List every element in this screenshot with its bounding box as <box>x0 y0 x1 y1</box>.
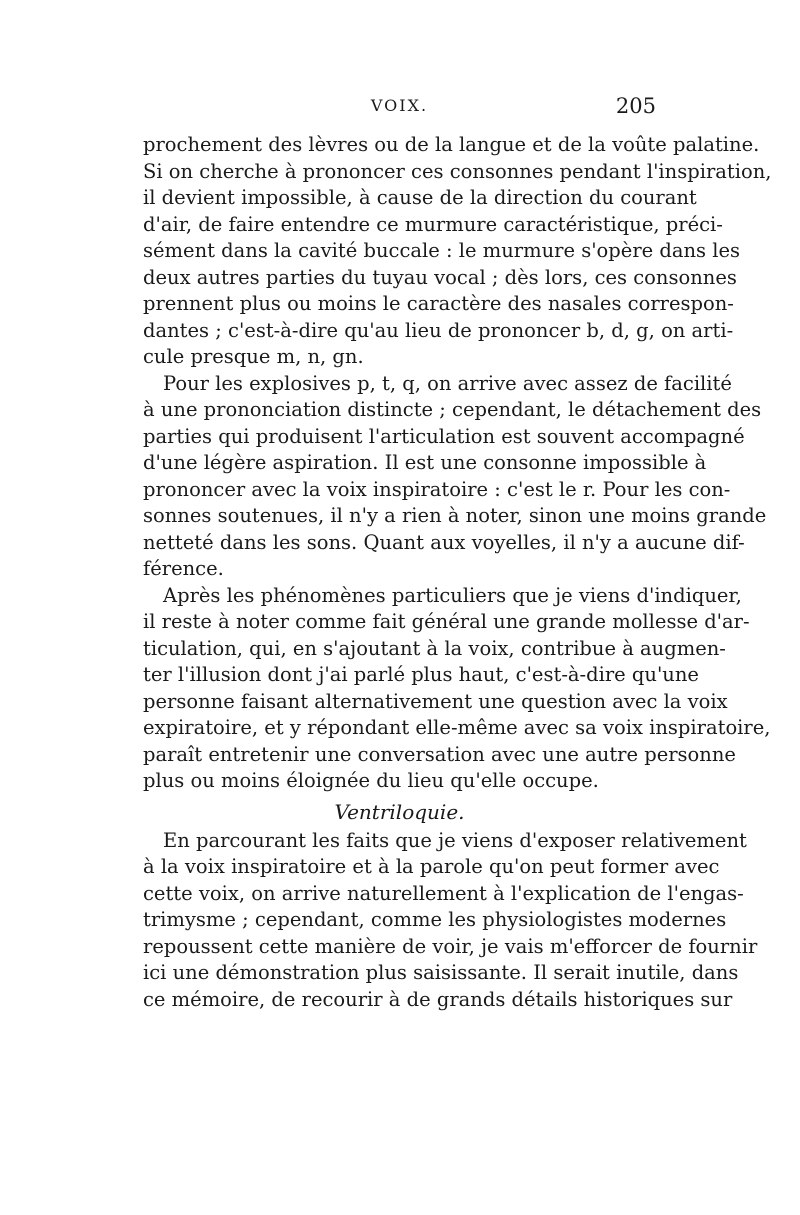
text-line: paraît entretenir une conversation avec une autre personne <box>143 742 736 766</box>
body-text <box>143 132 772 1013</box>
section-heading: Ventriloquie. <box>334 799 465 824</box>
text-line: d'une légère aspiration. Il est une consonne impossible à <box>143 451 707 474</box>
text-line: ticulation, qui, en s'ajoutant à la voix, contribue à augmen- <box>143 636 726 660</box>
text-line: expiratoire, et y répondant elle-même avec sa voix inspiratoire, <box>143 716 771 739</box>
text-line: il reste à noter comme fait général une grande mollesse d'ar- <box>143 610 750 633</box>
text-line: ter l'illusion dont j'ai parlé plus haut, c'est-à-dire qu'une <box>143 663 699 686</box>
text-line: cule presque m, n, gn. <box>143 345 364 368</box>
text-line: Pour les explosives p, t, q, on arrive avec assez de facilité <box>163 371 732 395</box>
text-line: parties qui produisent l'articulation est souvent accompagné <box>143 424 745 448</box>
text-line: trimysme ; cependant, comme les physiologistes modernes <box>143 908 727 931</box>
text-line: dantes ; c'est-à-dire qu'au lieu de prononcer b, d, g, on arti- <box>143 318 734 342</box>
running-head <box>143 96 656 126</box>
text-line: il devient impossible, à cause de la direction du courant <box>143 186 697 209</box>
text-line: prononcer avec la voix inspiratoire : c'est le r. Pour les con- <box>143 477 731 501</box>
text-line: Après les phénomènes particuliers que je viens d'indiquer, <box>163 583 742 607</box>
text-line: netteté dans les sons. Quant aux voyelles, il n'y a aucune dif- <box>143 530 745 554</box>
text-line: cette voix, on arrive naturellement à l'explication de l'engas- <box>143 881 744 905</box>
text-line: à la voix inspiratoire et à la parole qu'on peut former avec <box>143 855 720 878</box>
running-title: VOIX. <box>370 96 429 115</box>
text-line: sonnes soutenues, il n'y a rien à noter, sinon une moins grande <box>143 504 767 527</box>
text-line: d'air, de faire entendre ce murmure caractéristique, préci- <box>143 212 723 236</box>
text-line: repoussent cette manière de voir, je vais m'efforcer de fournir <box>143 934 758 958</box>
page-number: 205 <box>615 94 656 118</box>
text-line: ici une démonstration plus saisissante. Il serait inutile, dans <box>143 961 739 984</box>
text-line: ce mémoire, de recourir à de grands détails historiques sur <box>143 987 733 1011</box>
text-line: deux autres parties du tuyau vocal ; dès lors, ces consonnes <box>143 265 737 289</box>
text-line: sément dans la cavité buccale : le murmure s'opère dans les <box>143 239 741 262</box>
text-line: prennent plus ou moins le caractère des nasales correspon- <box>143 292 734 315</box>
text-line: plus ou moins éloignée du lieu qu'elle occupe. <box>143 769 599 792</box>
text-line: prochement des lèvres ou de la langue et de la voûte palatine. <box>143 133 760 156</box>
text-line: En parcourant les faits que je viens d'exposer relativement <box>163 828 747 852</box>
text-line: à une prononciation distincte ; cependant, le détachement des <box>143 398 762 421</box>
text-line: Si on cherche à prononcer ces consonnes pendant l'inspiration, <box>143 159 772 183</box>
text-line: personne faisant alternativement une question avec la voix <box>143 689 728 713</box>
text-line: férence. <box>143 557 224 580</box>
